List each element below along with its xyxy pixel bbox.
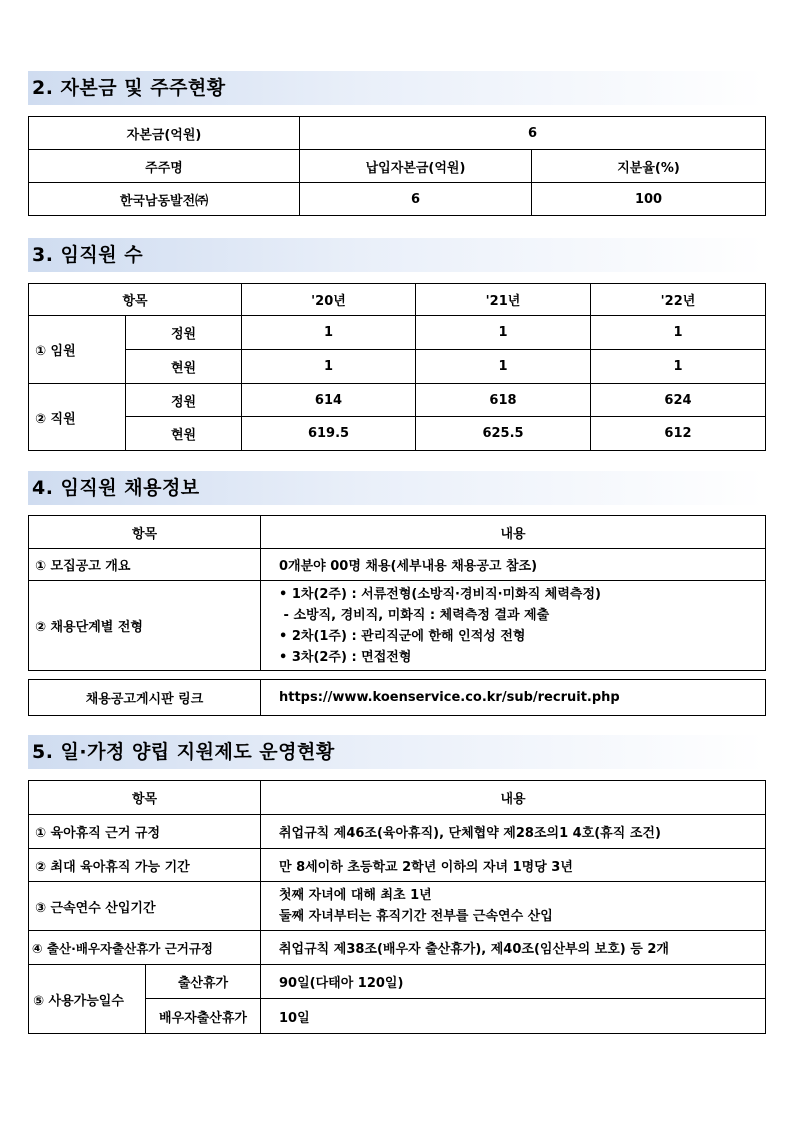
table-row (29, 350, 766, 384)
table-row (29, 150, 766, 183)
row-group-staff: ② 직원 (29, 384, 126, 451)
row-label-service-period: ③ 근속연수 산입기간 (29, 882, 261, 931)
list-item: - 소방직, 경비직, 미화직 : 체력측정 결과 제출 (279, 607, 550, 623)
table-row (29, 815, 766, 849)
table-row (29, 680, 766, 716)
table-cell: 618 (416, 384, 591, 417)
col-header-year: '22년 (591, 284, 766, 316)
capital-table (28, 116, 766, 216)
row-label-stages: ② 채용단계별 전형 (29, 581, 261, 671)
table-row (29, 549, 766, 581)
list-item: • 1차(2주) : 서류전형(소방직·경비직·미화직 체력측정) (279, 586, 601, 602)
row-label-current: 현원 (126, 417, 242, 451)
row-label-current: 현원 (126, 350, 242, 384)
table-cell: 1 (591, 316, 766, 350)
service-period-value (261, 882, 766, 931)
table-row (29, 417, 766, 451)
row-label-quota: 정원 (126, 384, 242, 417)
table-cell: 1 (591, 350, 766, 384)
table-cell: 1 (416, 316, 591, 350)
row-label-max-leave: ② 최대 육아휴직 가능 기간 (29, 849, 261, 882)
col-header-item: 항목 (29, 781, 261, 815)
section-title-capital: 2. 자본금 및 주주현황 (28, 71, 765, 105)
table-row (29, 284, 766, 316)
col-header-ratio: 지분율(%) (532, 150, 766, 183)
stages-list (261, 581, 766, 671)
holder-ratio: 100 (532, 183, 766, 216)
col-header-item: 항목 (29, 516, 261, 549)
list-item: • 2차(1주) : 관리직군에 한해 인적성 전형 (279, 628, 526, 644)
row-label-maternity-rule: ④ 출산·배우자출산휴가 근거규정 (29, 931, 261, 965)
col-header-paid: 납입자본금(억원) (300, 150, 532, 183)
maternity-leave-value: 90일(다태아 120일) (261, 965, 766, 999)
table-cell: 1 (416, 350, 591, 384)
table-cell: 624 (591, 384, 766, 417)
maternity-rule-value: 취업규칙 제38조(배우자 출산휴가), 제40조(임산부의 보호) 등 2개 (261, 931, 766, 965)
table-cell: 614 (242, 384, 416, 417)
col-header-content: 내용 (261, 781, 766, 815)
row-group-exec: ① 임원 (29, 316, 126, 384)
capital-label: 자본금(억원) (29, 117, 300, 150)
table-row (29, 384, 766, 417)
col-header-content: 내용 (261, 516, 766, 549)
col-header-item: 항목 (29, 284, 242, 316)
table-cell: 625.5 (416, 417, 591, 451)
leave-rule-value: 취업규칙 제46조(육아휴직), 단체협약 제28조의1 4호(휴직 조건) (261, 815, 766, 849)
max-leave-value: 만 8세이하 초등학교 2학년 이하의 자녀 1명당 3년 (261, 849, 766, 882)
table-row (29, 516, 766, 549)
table-row (29, 882, 766, 931)
list-item: • 3차(2주) : 면접전형 (279, 649, 412, 665)
section-title-recruitment: 4. 임직원 채용정보 (28, 471, 765, 505)
overview-value: 0개분야 00명 채용(세부내용 채용공고 참조) (261, 549, 766, 581)
table-row (29, 183, 766, 216)
capital-value: 6 (300, 117, 766, 150)
row-label-spouse-leave: 배우자출산휴가 (146, 999, 261, 1034)
row-label-overview: ① 모집공고 개요 (29, 549, 261, 581)
section-title-worklife: 5. 일·가정 양립 지원제도 운영현황 (28, 735, 765, 769)
table-row (29, 965, 766, 999)
table-row (29, 117, 766, 150)
table-cell: 612 (591, 417, 766, 451)
list-item: 둘째 자녀부터는 휴직기간 전부를 근속연수 산입 (279, 909, 553, 924)
row-label-maternity-leave: 출산휴가 (146, 965, 261, 999)
table-cell: 1 (242, 316, 416, 350)
row-label-leave-rule: ① 육아휴직 근거 규정 (29, 815, 261, 849)
link-table (28, 679, 766, 716)
col-header-year: '21년 (416, 284, 591, 316)
recruit-link[interactable]: https://www.koenservice.co.kr/sub/recruit.php (261, 680, 766, 716)
table-row (29, 316, 766, 350)
row-group-usable-days: ⑤ 사용가능일수 (29, 965, 146, 1034)
col-header-year: '20년 (242, 284, 416, 316)
table-cell: 619.5 (242, 417, 416, 451)
table-row (29, 781, 766, 815)
worklife-table (28, 780, 766, 1034)
table-cell: 1 (242, 350, 416, 384)
link-label: 채용공고게시판 링크 (29, 680, 261, 716)
spouse-leave-value: 10일 (261, 999, 766, 1034)
table-row (29, 931, 766, 965)
section-title-employees: 3. 임직원 수 (28, 238, 765, 272)
table-row (29, 849, 766, 882)
holder-paid: 6 (300, 183, 532, 216)
employees-table (28, 283, 766, 451)
table-row (29, 581, 766, 671)
recruitment-table (28, 515, 766, 671)
list-item: 첫째 자녀에 대해 최초 1년 (279, 888, 432, 903)
col-header-holder: 주주명 (29, 150, 300, 183)
holder-name: 한국남동발전㈜ (29, 183, 300, 216)
row-label-quota: 정원 (126, 316, 242, 350)
